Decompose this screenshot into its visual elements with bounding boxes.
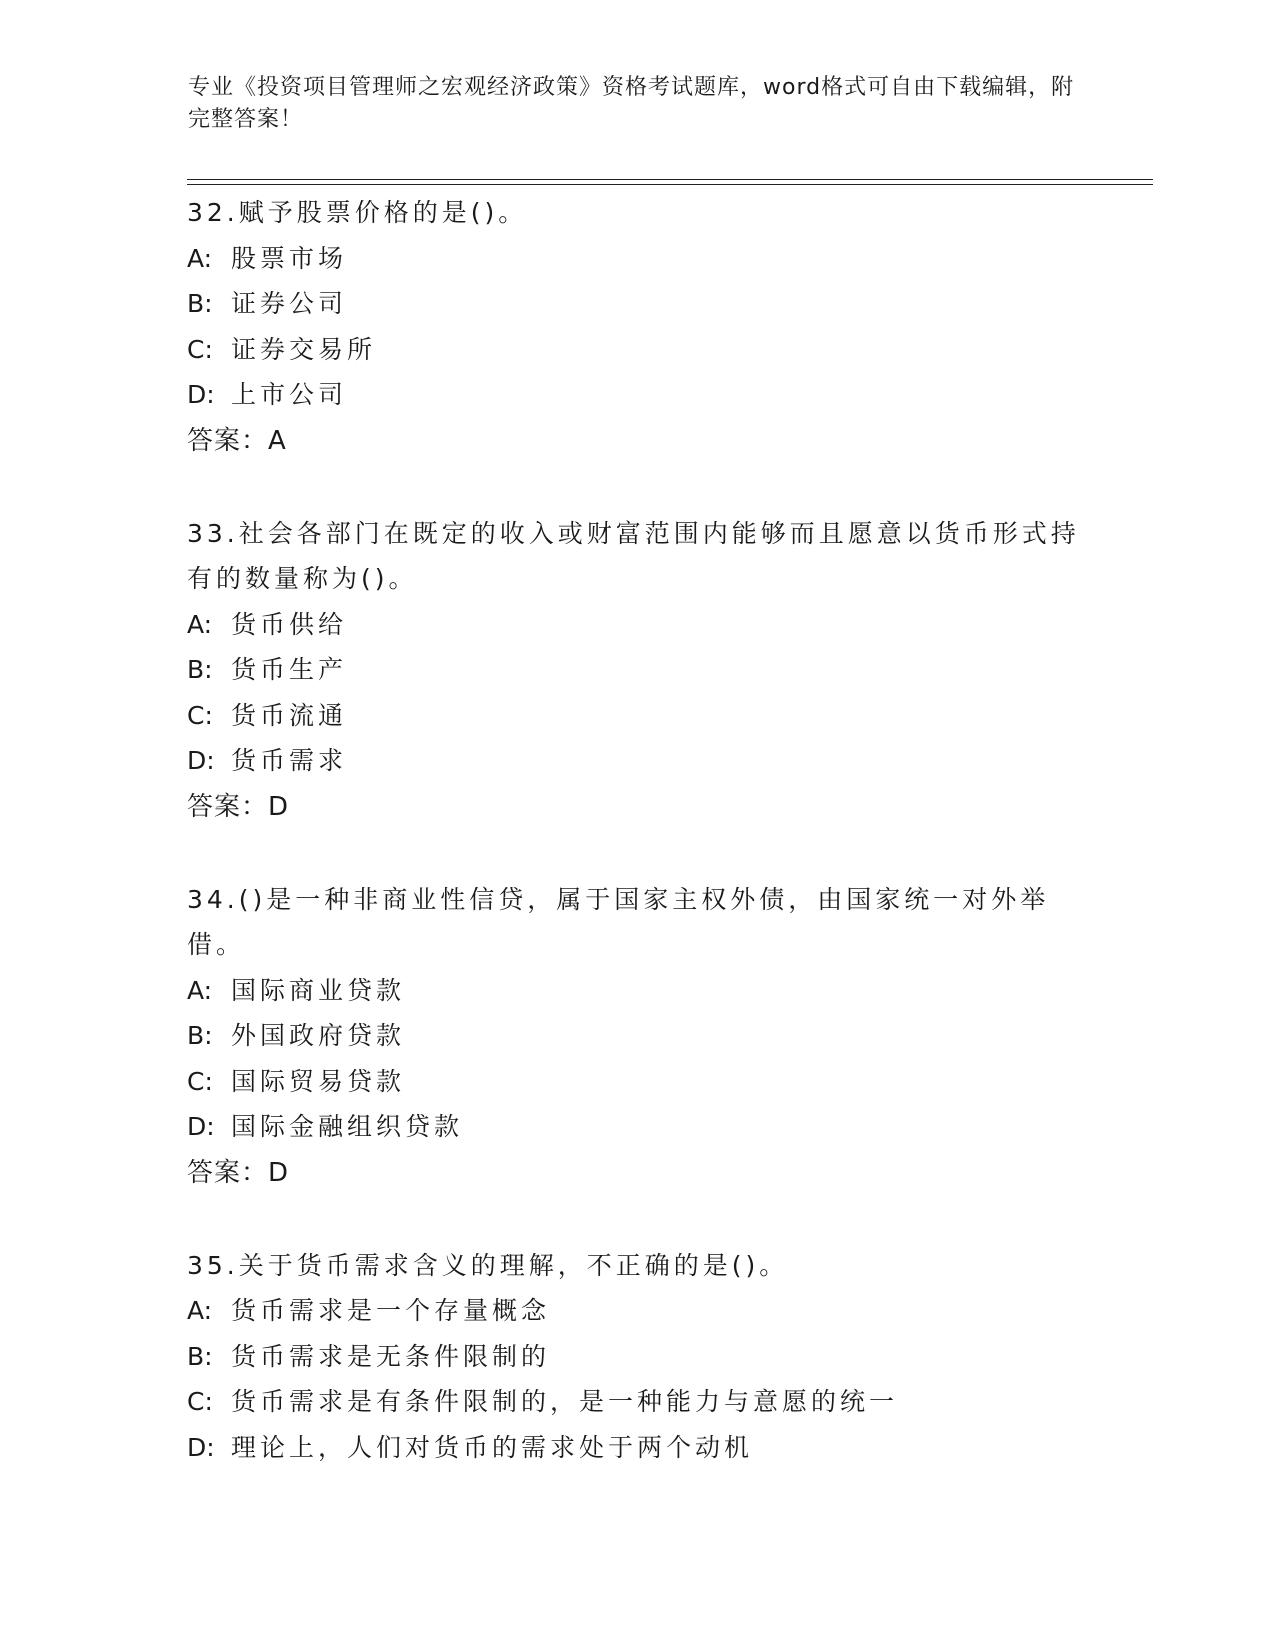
- option-text: 上市公司: [231, 380, 348, 409]
- option-key: B:: [187, 1021, 213, 1050]
- answer: 答案：D: [187, 791, 290, 822]
- option-key: C:: [187, 700, 213, 730]
- document-header: 专业《投资项目管理师之宏观经济政策》资格考试题库，word格式可自由下载编辑，附完整答案！: [188, 75, 1075, 132]
- option-b: [187, 281, 1087, 327]
- option-text: 货币需求是无条件限制的: [231, 1341, 551, 1371]
- option-text: 国际商业贷款: [231, 975, 406, 1005]
- option-key: D:: [187, 1432, 215, 1462]
- option-key: A:: [187, 975, 213, 1005]
- option-c: [187, 693, 1087, 739]
- option-d: [187, 372, 1087, 418]
- option-text: 货币生产: [231, 655, 348, 684]
- question-text: 35.关于货币需求含义的理解，不正确的是()。: [187, 1250, 789, 1280]
- option-key: B:: [187, 1341, 213, 1371]
- option-key: C:: [187, 334, 213, 364]
- option-key: B:: [187, 289, 213, 318]
- option-a: [187, 602, 1087, 648]
- option-text: 股票市场: [231, 243, 348, 273]
- answer: 答案：D: [187, 1157, 290, 1188]
- question-list: [187, 190, 1087, 1517]
- question-text: 33.社会各部门在既定的收入或财富范围内能够而且愿意以货币形式持有的数量称为()。: [187, 518, 1080, 593]
- header-divider-bottom: [187, 184, 1153, 185]
- option-key: D:: [187, 380, 215, 409]
- option-text: 货币供给: [231, 609, 348, 639]
- question-34: [187, 877, 1087, 1196]
- option-text: 货币需求是一个存量概念: [231, 1296, 551, 1325]
- option-b: [187, 1334, 1087, 1380]
- option-d: [187, 738, 1087, 784]
- question-text: 34.()是一种非商业性信贷，属于国家主权外债，由国家统一对外举借。: [187, 884, 1050, 959]
- question-text: 32.赋予股票价格的是()。: [187, 198, 528, 227]
- option-text: 外国政府贷款: [231, 1021, 406, 1050]
- option-key: A:: [187, 243, 213, 273]
- header-divider-top: [187, 179, 1153, 180]
- answer: 答案：A: [187, 425, 287, 456]
- option-a: [187, 236, 1087, 282]
- question-35: [187, 1243, 1087, 1471]
- option-c: [187, 327, 1087, 373]
- option-b: [187, 1013, 1087, 1059]
- option-key: D:: [187, 1112, 215, 1141]
- option-a: [187, 1288, 1087, 1334]
- question-32: [187, 190, 1087, 464]
- option-key: B:: [187, 655, 213, 684]
- option-key: C:: [187, 1066, 213, 1096]
- option-text: 理论上，人们对货币的需求处于两个动机: [231, 1432, 754, 1462]
- option-text: 货币需求: [231, 746, 348, 775]
- option-text: 证券公司: [231, 289, 348, 318]
- option-text: 国际金融组织贷款: [231, 1112, 464, 1141]
- option-key: A:: [187, 609, 213, 639]
- option-c: [187, 1059, 1087, 1105]
- option-d: [187, 1425, 1087, 1471]
- option-c: [187, 1379, 1087, 1425]
- option-text: 货币流通: [231, 700, 348, 730]
- option-d: [187, 1104, 1087, 1150]
- option-b: [187, 647, 1087, 693]
- option-key: D:: [187, 746, 215, 775]
- option-key: C:: [187, 1387, 213, 1416]
- option-text: 货币需求是有条件限制的，是一种能力与意愿的统一: [231, 1387, 899, 1416]
- option-text: 国际贸易贷款: [231, 1066, 406, 1096]
- option-text: 证券交易所: [231, 334, 377, 364]
- option-a: [187, 968, 1087, 1014]
- option-key: A:: [187, 1296, 213, 1325]
- question-33: [187, 511, 1087, 830]
